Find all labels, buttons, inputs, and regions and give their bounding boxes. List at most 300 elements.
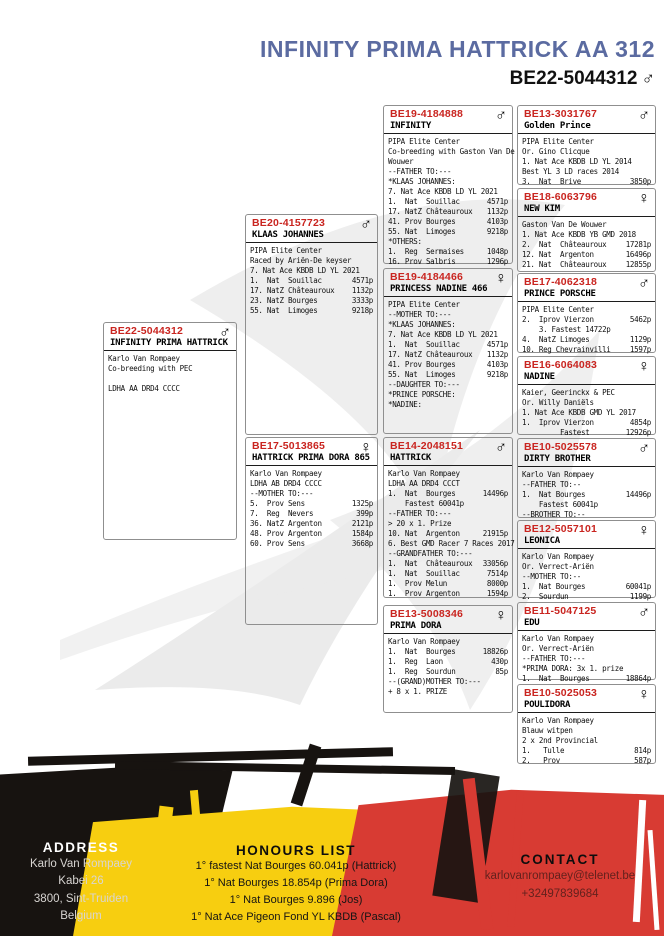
ring-number: BE16-6064083	[524, 359, 598, 371]
pedigree-line-text: Fastest 60041p	[388, 498, 464, 508]
pedigree-line-text: 7. Reg Nevers	[250, 508, 314, 518]
pedigree-line-text: Karlo Van Rompaey	[522, 470, 594, 479]
pedigree-line	[522, 428, 651, 438]
pigeon-name: NADINE	[524, 372, 555, 382]
pedigree-box-body	[518, 385, 655, 441]
pedigree-line	[388, 310, 508, 320]
pedigree-line	[250, 276, 373, 286]
male-icon: ♂	[638, 275, 650, 292]
pigeon-name: PRIMA DORA	[390, 621, 442, 631]
pedigree-line-text: 1. Nat Bourges	[522, 673, 590, 683]
ring-number: BE22-5044312	[110, 325, 184, 337]
pedigree-line	[522, 250, 651, 260]
pedigree-line	[522, 664, 651, 674]
pedigree-line-result: 4571p	[486, 339, 508, 349]
pedigree-line	[522, 315, 651, 325]
pedigree-line-text: LDHA AB DRD4 CCCC	[250, 478, 322, 488]
pedigree-line-text: 1. Nat Souillac	[388, 339, 460, 349]
pedigree-line	[388, 330, 508, 340]
pedigree-line	[388, 559, 508, 569]
pedigree-line	[522, 167, 651, 177]
pedigree-line-text: 1. Reg Sermaises	[388, 246, 464, 256]
pedigree-line	[522, 230, 651, 240]
pedigree-box-header	[246, 438, 377, 466]
address-line: Belgium	[60, 909, 102, 922]
pedigree-line-text: 1. Nat Souillac	[388, 196, 460, 206]
pedigree-line	[522, 654, 651, 664]
ring-number: BE10-5025053	[524, 687, 598, 699]
pedigree-box-body	[384, 634, 512, 700]
pedigree-line-text: Blauw witpen	[522, 725, 573, 735]
contact-phone: +32497839684	[521, 888, 599, 901]
pedigree-line	[388, 227, 508, 237]
pedigree-line-text: 41. Prov Bourges	[388, 216, 456, 226]
pedigree-line	[388, 400, 508, 410]
address-line: 3800, Sint-Truiden	[33, 892, 129, 905]
pedigree-line	[388, 569, 508, 579]
pedigree-box-prima-dora	[383, 605, 513, 713]
pedigree-box-header	[518, 439, 655, 467]
ring-number: BE11-5047125	[524, 605, 597, 617]
pedigree-line-result: 12855p	[625, 259, 651, 269]
pedigree-line	[388, 217, 508, 227]
pedigree-line-result: 587p	[634, 755, 651, 765]
pedigree-line-text: 3. Fastest 14722p	[522, 324, 611, 334]
pigeon-name: Golden Prince	[524, 121, 591, 131]
pedigree-line	[522, 500, 651, 510]
pedigree-line-result: 1584p	[351, 528, 373, 538]
pedigree-line-text: *PRINCE PORSCHE:	[388, 389, 456, 399]
pedigree-line-text: Wouwer	[388, 156, 414, 166]
pedigree-box-body	[384, 134, 515, 270]
pedigree-line-result: 4103p	[486, 216, 508, 226]
pedigree-line	[522, 582, 651, 592]
female-icon: ♀	[638, 686, 650, 703]
pedigree-line-text: --FATHER TO:---	[388, 166, 452, 176]
pedigree-box-body	[384, 466, 515, 602]
pedigree-box-body	[246, 243, 377, 319]
pedigree-line	[388, 489, 508, 499]
male-icon: ♂	[219, 324, 231, 341]
pedigree-line-text: 2 x 2nd Provincial	[522, 735, 598, 745]
pedigree-line-text: 16. Prov Salbris	[388, 256, 456, 266]
pedigree-box-header	[246, 215, 377, 243]
pedigree-line-text: 1. Nat Bourges	[388, 646, 456, 656]
pedigree-line-result: 814p	[634, 745, 651, 755]
pedigree-line-text: LDHA AA DRD4 CCCT	[388, 478, 460, 488]
pedigree-box-body	[518, 134, 655, 190]
ring-number: BE19-4184888	[390, 108, 464, 120]
pedigree-line-result: 4571p	[486, 196, 508, 206]
pedigree-line-text: 7. Nat Ace KBDB LD YL 2021	[388, 186, 498, 196]
pedigree-line	[388, 677, 508, 687]
pedigree-line	[522, 736, 651, 746]
honours-heading: HONOURS LIST	[235, 843, 356, 858]
pedigree-line-text: 1. Nat Souillac	[250, 275, 322, 285]
pedigree-line	[522, 335, 651, 345]
pedigree-line	[388, 197, 508, 207]
pedigree-box-header	[518, 685, 655, 713]
pedigree-line-text: Co-breeding with Gaston Van De	[388, 146, 515, 156]
pedigree-line-text: 1. Tulle	[522, 745, 565, 755]
pedigree-line-result: 9218p	[486, 369, 508, 379]
pedigree-line	[522, 220, 651, 230]
pedigree-line	[250, 509, 373, 519]
pedigree-line-result: 1594p	[486, 588, 508, 598]
pedigree-line	[388, 667, 508, 677]
pedigree-line-text: 17. NatZ Châteauroux	[388, 206, 473, 216]
male-icon: ♂	[495, 107, 507, 124]
pedigree-line	[388, 499, 508, 509]
contact-heading: CONTACT	[520, 852, 600, 867]
pedigree-line-text: 10. Nat Argenton	[388, 528, 460, 538]
pedigree-line-text: --MOTHER TO:--	[522, 571, 582, 581]
pedigree-line	[522, 325, 651, 335]
male-icon: ♂	[638, 440, 650, 457]
ring-number: BE10-5025578	[524, 441, 598, 453]
pedigree-line-text: LDHA AA DRD4 CCCC	[108, 383, 180, 393]
pedigree-line	[388, 340, 508, 350]
pedigree-box-header	[518, 189, 655, 217]
pigeon-name: DIRTY BROTHER	[524, 454, 591, 464]
pedigree-line	[250, 529, 373, 539]
pedigree-line-text: *PRIMA DORA: 3x 1. prize	[522, 663, 624, 673]
pedigree-box-klaas-johannes	[245, 214, 378, 435]
pedigree-line	[388, 146, 515, 157]
pedigree-line	[522, 398, 651, 408]
pedigree-line	[388, 538, 515, 549]
pedigree-line-text: Karlo Van Rompaey	[108, 354, 180, 363]
pedigree-line	[388, 207, 508, 217]
male-icon: ♂	[638, 604, 650, 621]
pedigree-line-result: 4854p	[629, 417, 651, 427]
pedigree-box-header	[104, 323, 236, 351]
pedigree-line	[522, 345, 651, 355]
pedigree-line-text: --(GRAND)MOTHER TO:---	[388, 676, 481, 686]
pedigree-line	[388, 247, 508, 257]
pigeon-name: INFINITY PRIMA HATTRICK	[110, 338, 228, 348]
pedigree-line-text: 41. Prov Bourges	[388, 359, 456, 369]
pedigree-line-text: 6. Best GMD Racer 7 Races 2017	[388, 538, 515, 548]
pedigree-line	[388, 320, 508, 330]
pedigree-line	[522, 716, 651, 726]
pedigree-line	[388, 529, 508, 539]
pedigree-line-result: 8000p	[486, 578, 508, 588]
pedigree-line	[250, 519, 373, 529]
pedigree-line-result: 14496p	[625, 489, 651, 499]
pedigree-line-text: Co-breeding with PEC	[108, 363, 193, 373]
pedigree-line	[388, 637, 508, 647]
pedigree-line-text: + 8 x 1. PRIZE	[388, 686, 448, 696]
pedigree-box-body	[518, 467, 655, 523]
pedigree-line-text: 17. NatZ Châteauroux	[388, 349, 473, 359]
pedigree-line-text: 5. Prov Sens	[250, 498, 305, 508]
ring-number: BE20-4157723	[252, 217, 326, 229]
pedigree-line	[522, 634, 651, 644]
pedigree-line	[108, 374, 232, 384]
pedigree-box-infinity	[383, 105, 513, 264]
pedigree-line-text: 1. Nat Ace KBDB YB GMD 2018	[522, 229, 636, 239]
ring-number: BE13-3031767	[524, 108, 598, 120]
pedigree-line-result: 1132p	[351, 285, 373, 295]
address-block	[12, 840, 150, 924]
contact-block	[452, 852, 664, 904]
pedigree-line	[108, 354, 232, 364]
pedigree-line-text: PIPA Elite Center	[388, 137, 460, 146]
pedigree-line	[522, 260, 651, 270]
pedigree-line-text: 17. NatZ Châteauroux	[250, 285, 335, 295]
pedigree-line-result: 1048p	[486, 246, 508, 256]
pigeon-name: KLAAS JOHANNES	[252, 230, 324, 240]
pedigree-line-result: 1132p	[486, 349, 508, 359]
pedigree-box-infinity-prima-hattrick	[103, 322, 237, 540]
pedigree-box-golden-prince	[517, 105, 656, 185]
honours-line: 1° Nat Bourges 18.854p (Prima Dora)	[204, 877, 388, 890]
pedigree-line	[388, 360, 508, 370]
pedigree-box-leonica	[517, 520, 656, 601]
pigeon-name: HATTRICK PRIMA DORA 865	[252, 453, 370, 463]
pedigree-line-text: 1. Nat Bourges	[522, 581, 586, 591]
pedigree-line-text: 21. Nat Châteauroux	[522, 259, 607, 269]
pedigree-line-text: Fastest 60041p	[522, 499, 598, 509]
pedigree-line-text: Karlo Van Rompaey	[522, 634, 594, 643]
ring-number: BE19-4184466	[390, 271, 464, 283]
pedigree-line	[522, 562, 651, 572]
pedigree-box-body	[518, 302, 655, 358]
pedigree-line	[522, 408, 651, 418]
pedigree-line-text: 1. Iprov Vierzon	[522, 417, 594, 427]
address-line: Karlo Van Rompaey	[29, 858, 133, 870]
pedigree-line-text: *NADINE:	[388, 399, 422, 409]
pedigree-box-header	[518, 274, 655, 302]
pedigree-line-text: Karlo Van Rompaey	[388, 637, 460, 646]
male-icon: ♂	[495, 439, 507, 456]
pedigree-line	[388, 137, 508, 147]
pedigree-line	[250, 306, 373, 316]
pedigree-line	[388, 469, 508, 479]
pedigree-line-text: *KLAAS JOHANNES:	[388, 319, 456, 329]
page-title: INFINITY PRIMA HATTRICK AA 312	[260, 36, 655, 62]
address-heading: ADDRESS	[42, 840, 120, 855]
pedigree-box-body	[518, 631, 655, 687]
pedigree-line-text: 2. Sourdun	[522, 591, 569, 601]
pedigree-box-hattrick-prima-dora-865	[245, 437, 378, 625]
pedigree-box-body	[518, 713, 655, 769]
pedigree-line	[388, 687, 508, 697]
honours-line: 1° fastest Nat Bourges 60.041p (Hattrick)	[195, 860, 397, 872]
pedigree-line	[250, 489, 373, 499]
pedigree-line-text: --FATHER TO:---	[388, 508, 452, 518]
ring-number: BE14-2048151	[390, 440, 464, 452]
pigeon-name: PRINCESS NADINE 466	[390, 284, 488, 294]
pedigree-line	[522, 177, 651, 187]
female-icon: ♀	[495, 607, 507, 624]
pedigree-line	[388, 300, 508, 310]
pedigree-line-text: Karlo Van Rompaey	[522, 716, 594, 725]
pedigree-line	[388, 237, 508, 247]
pedigree-box-header	[384, 106, 512, 134]
pedigree-line-result: 21915p	[482, 528, 508, 538]
pedigree-line-text: --DAUGHTER TO:---	[388, 379, 460, 389]
honours-list-block	[158, 843, 434, 926]
pedigree-line-result: 17281p	[625, 239, 651, 249]
pedigree-box-hattrick	[383, 437, 513, 598]
pedigree-line-result: 18826p	[482, 646, 508, 656]
pedigree-line-text: PIPA Elite Center	[250, 246, 322, 255]
contact-email: karlovanrompaey@telenet.be	[484, 870, 636, 882]
pedigree-line-result: 18864p	[625, 673, 651, 683]
pedigree-box-body	[518, 217, 655, 273]
pedigree-line	[522, 147, 651, 157]
pedigree-line-text: 1. Nat Ace KBDB GMD YL 2017	[522, 407, 636, 417]
ring-number: BE13-5008346	[390, 608, 464, 620]
pedigree-line-result: 1132p	[486, 206, 508, 216]
pedigree-line	[388, 549, 508, 559]
pedigree-line	[250, 296, 373, 306]
pedigree-line	[108, 384, 232, 394]
pedigree-line-text: > 20 x 1. Prize	[388, 518, 452, 528]
pedigree-line-text: 2. Prov	[522, 755, 560, 765]
pedigree-box-body	[246, 466, 377, 552]
pedigree-line	[388, 370, 508, 380]
pedigree-line	[388, 157, 508, 167]
pedigree-line-result: 1325p	[351, 498, 373, 508]
pedigree-box-header	[384, 269, 512, 297]
pedigree-line-text: --FATHER TO:--	[522, 479, 582, 489]
pedigree-line	[250, 246, 373, 256]
pedigree-line-text: Kaier, Geerinckx & PEC	[522, 388, 615, 397]
pedigree-line-text: 1. Prov Argenton	[388, 588, 460, 598]
pedigree-line-text: *OTHERS:	[388, 236, 422, 246]
pedigree-line-text: 2. Nat Châteauroux	[522, 239, 607, 249]
pedigree-line	[522, 552, 651, 562]
pedigree-line	[388, 579, 508, 589]
pedigree-box-nadine	[517, 356, 656, 435]
pedigree-line	[522, 592, 651, 602]
pedigree-line-result: 4571p	[351, 275, 373, 285]
pedigree-line	[388, 167, 508, 177]
ring-number-text: BE22-5044312	[509, 68, 638, 89]
pedigree-line	[522, 644, 651, 654]
pedigree-line-result: 7514p	[486, 568, 508, 578]
pedigree-line-text: Karlo Van Rompaey	[388, 469, 460, 478]
pedigree-line-text: Fastest	[522, 427, 590, 437]
pedigree-line-text: PIPA Elite Center	[522, 305, 594, 314]
pedigree-line-text: --FATHER TO:---	[522, 653, 586, 663]
ring-number: BE17-5013865	[252, 440, 326, 452]
pedigree-line-result: 1597p	[629, 344, 651, 354]
pedigree-line-text: Karlo Van Rompaey	[522, 552, 594, 561]
pedigree-line-text: 55. Nat Limoges	[250, 305, 318, 315]
pigeon-name: NEW KIM	[524, 204, 560, 214]
pedigree-line-text: 10. Reg Chevrainvilli	[522, 344, 611, 354]
female-icon: ♀	[638, 522, 650, 539]
pedigree-line-text: Or. Verrect-Ariën	[522, 561, 594, 571]
pedigree-line	[250, 469, 373, 479]
pedigree-line	[250, 286, 373, 296]
pedigree-box-header	[384, 438, 512, 466]
pedigree-line	[522, 756, 651, 766]
pedigree-line	[250, 256, 373, 266]
pedigree-line-result: 85p	[495, 666, 508, 676]
pedigree-line-text: 1. Nat Châteauroux	[388, 558, 473, 568]
pedigree-line-text: Gaston Van De Wouwer	[522, 220, 607, 229]
pedigree-line-text: 1. Nat Bourges	[522, 489, 586, 499]
pedigree-line-result: 9218p	[351, 305, 373, 315]
pigeon-name: INFINITY	[390, 121, 431, 131]
pedigree-line-result: 60041p	[625, 581, 651, 591]
pedigree-line	[388, 647, 508, 657]
ring-number-headline	[510, 68, 655, 90]
ring-number: BE12-5057101	[524, 523, 598, 535]
pedigree-line-text: 55. Nat Limoges	[388, 369, 456, 379]
male-icon: ♂	[360, 216, 372, 233]
pedigree-line-text: 1. Nat Bourges	[388, 488, 456, 498]
honours-line: 1° Nat Bourges 9.896 (Jos)	[229, 894, 363, 907]
pedigree-line-result: 3668p	[351, 538, 373, 548]
pedigree-box-header	[518, 603, 655, 631]
pedigree-line	[522, 726, 651, 736]
pedigree-line-result: 3333p	[351, 295, 373, 305]
pedigree-line-text: *KLAAS JOHANNES:	[388, 176, 456, 186]
pedigree-line	[522, 480, 651, 490]
pedigree-line-text: 1. Nat Souillac	[388, 568, 460, 578]
pedigree-line	[522, 746, 651, 756]
pedigree-box-header	[518, 357, 655, 385]
pedigree-line-result: 1199p	[629, 591, 651, 601]
pedigree-line-result: 1129p	[629, 334, 651, 344]
pedigree-line-text: Or. Gino Clicque	[522, 146, 590, 156]
pedigree-line-text: 48. Prov Argenton	[250, 528, 322, 538]
pedigree-line-text: 1. Reg Sourdun	[388, 666, 456, 676]
pedigree-line-text: 12. Nat Argenton	[522, 249, 594, 259]
pedigree-box-body	[104, 351, 236, 397]
pedigree-line	[522, 510, 651, 520]
pedigree-line-text: 23. NatZ Bourges	[250, 295, 318, 305]
pedigree-box-poulidora	[517, 684, 656, 764]
ring-number: BE17-4062318	[524, 276, 598, 288]
pedigree-line-text: Or. Willy Daniëls	[522, 397, 594, 407]
pedigree-line-text: 1. Reg Laon	[388, 656, 443, 666]
pedigree-line-text: --GRANDFATHER TO:---	[388, 548, 473, 558]
pedigree-box-princess-nadine-466	[383, 268, 513, 434]
pedigree-line-text: --BROTHER TO:--	[522, 509, 586, 519]
pedigree-line	[522, 240, 651, 250]
male-icon: ♂	[638, 107, 650, 124]
pedigree-line-result: 14496p	[482, 488, 508, 498]
female-icon: ♀	[638, 190, 650, 207]
pedigree-box-prince-porsche	[517, 273, 656, 353]
pedigree-line-text: 7. Nat Ace KBDB LD YL 2021	[388, 329, 498, 339]
pedigree-line-text: PIPA Elite Center	[522, 137, 594, 146]
pedigree-line-result: 4103p	[486, 359, 508, 369]
pedigree-line-text: PIPA Elite Center	[388, 300, 460, 309]
pedigree-line-result: 2121p	[351, 518, 373, 528]
pedigree-line	[250, 266, 373, 276]
pedigree-line	[522, 490, 651, 500]
pedigree-box-header	[518, 106, 655, 134]
pedigree-line-text: 1. Prov Melun	[388, 578, 448, 588]
pedigree-line-text: 1. Nat Ace KBDB LD YL 2014	[522, 156, 632, 166]
pedigree-box-header	[384, 606, 512, 634]
pedigree-line	[522, 470, 651, 480]
pedigree-line-text: Or. Verrect-Ariën	[522, 643, 594, 653]
pedigree-line	[388, 380, 508, 390]
pedigree-line-text: 4. NatZ Limoges	[522, 334, 590, 344]
pedigree-line	[522, 157, 651, 167]
pedigree-box-header	[518, 521, 655, 549]
pedigree-line	[388, 177, 508, 187]
